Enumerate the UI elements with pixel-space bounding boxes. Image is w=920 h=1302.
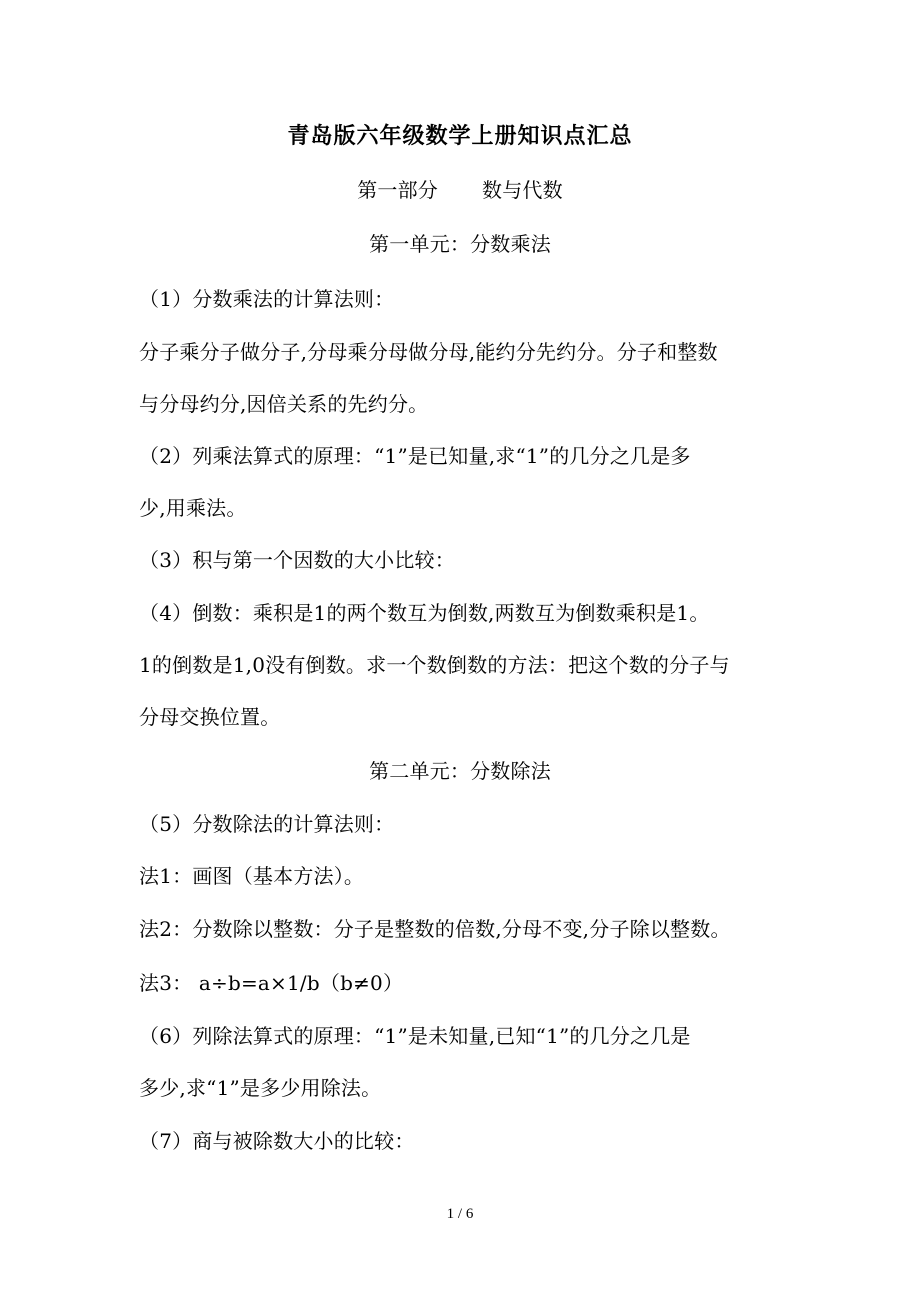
paragraph-line: 法3： a÷b=a×1/b（b≠0） [139,971,404,995]
unit1-heading: 第一单元：分数乘法 [369,232,551,256]
paragraph-line: （5）分数除法的计算法则： [139,812,395,836]
part-heading [0,176,920,204]
paragraph-line: 1的倒数是1,0没有倒数。求一个数倒数的方法：把这个数的分子与 [139,653,730,677]
paragraph-line: 与分母约分,因倍关系的先约分。 [139,392,429,416]
document-title: 青岛版六年级数学上册知识点汇总 [287,123,633,149]
paragraph-line: 法1：画图（基本方法）。 [139,864,365,888]
paragraph-line: 法2：分数除以整数：分子是整数的倍数,分母不变,分子除以整数。 [139,917,731,941]
paragraph-line: 分母交换位置。 [139,705,281,729]
page-number: 1 / 6 [446,1206,474,1222]
paragraph-line: （6）列除法算式的原理：“1”是未知量,已知“1”的几分之几是 [139,1024,691,1048]
paragraph-line: （3）积与第一个因数的大小比较： [139,548,455,572]
paragraph-line: 少,用乘法。 [139,496,247,520]
part-name: 数与代数 [482,178,563,202]
unit2-heading: 第二单元：分数除法 [369,759,551,783]
paragraph-line: （4）倒数：乘积是1的两个数互为倒数,两数互为倒数乘积是1。 [139,601,710,625]
part-label: 第一部分 [357,178,438,202]
paragraph-line: 分子乘分子做分子,分母乘分母做分母,能约分先约分。分子和整数 [139,340,718,364]
paragraph-line: （2）列乘法算式的原理：“1”是已知量,求“1”的几分之几是多 [139,444,691,468]
paragraph-line: 多少,求“1”是多少用除法。 [139,1076,382,1100]
paragraph-line: （7）商与被除数大小的比较： [139,1129,415,1153]
paragraph-line: （1）分数乘法的计算法则： [139,287,395,311]
